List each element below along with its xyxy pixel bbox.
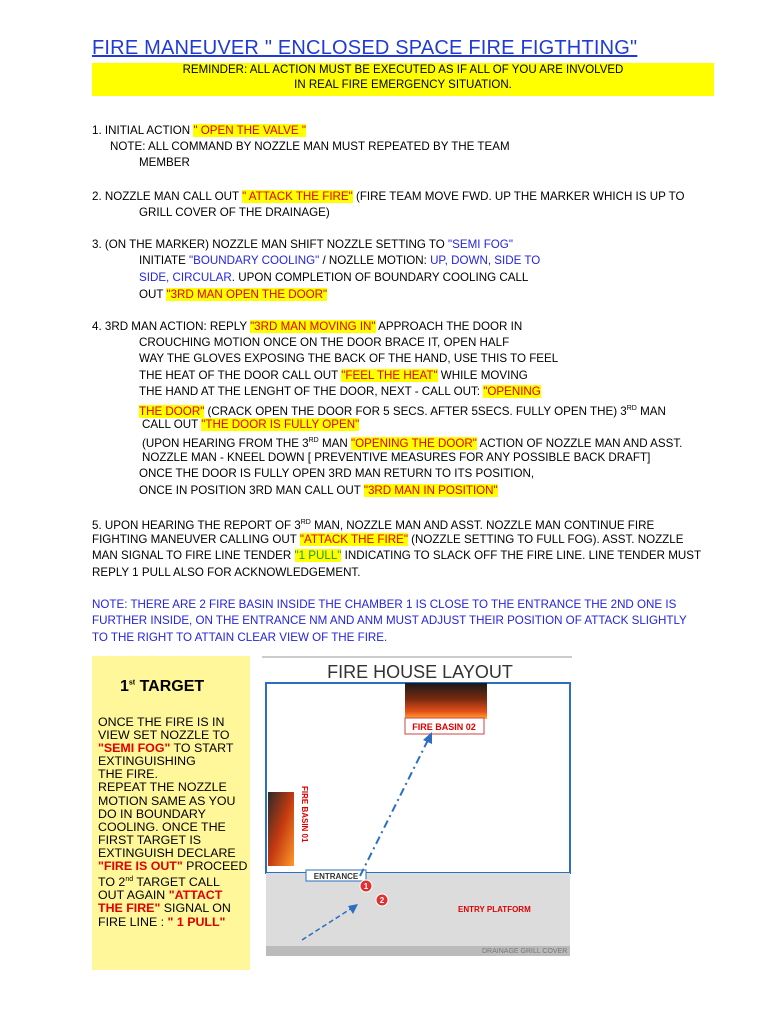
- step-4-line-4: [139, 369, 528, 383]
- red-text: " 1 PULL": [167, 914, 226, 929]
- text: 1: [120, 678, 129, 695]
- text: ONCE IN POSITION 3RD MAN CALL OUT: [139, 484, 364, 497]
- step-4-line-11: [139, 484, 498, 498]
- text: APPROACH THE DOOR IN: [375, 320, 523, 333]
- blue-text: SIDE, CIRCULAR: [139, 271, 232, 284]
- step-3-line-4: [139, 288, 327, 302]
- drainage-grill-label: DRAINAGE GRILL COVER: [482, 948, 568, 955]
- superscript: st: [128, 679, 136, 687]
- text: 4. 3RD MAN ACTION: REPLY: [92, 320, 251, 333]
- position-marker-2-label: 2: [379, 896, 385, 905]
- target-body: [98, 716, 248, 929]
- step-3-line-1: [92, 238, 513, 252]
- text: MAN, NOZZLE MAN AND ASST. NOZZLE MAN CONTINUE FIRE: [310, 518, 655, 532]
- diagram-title: FIRE HOUSE LAYOUT: [327, 662, 513, 682]
- red-text: "ATTACT THE FIRE": [98, 888, 223, 916]
- command-highlight: "OPENING: [483, 385, 541, 398]
- text: CALL OUT: [142, 418, 202, 431]
- entry-platform-area: [266, 873, 570, 956]
- text: 3. (ON THE MARKER) NOZZLE MAN SHIFT NOZZLE SETTING TO: [92, 238, 449, 251]
- text: 2. NOZZLE MAN CALL OUT: [92, 190, 243, 203]
- superscript: nd: [125, 876, 134, 884]
- text: PROCEED TO 2: [98, 859, 248, 890]
- entrance-label: ENTRANCE: [313, 872, 359, 881]
- step-4-line-10: ONCE THE DOOR IS FULLY OPEN 3RD MAN RETURN TO ITS POSITION,: [139, 467, 535, 480]
- text: (NOZZLE SETTING TO FULL FOG). ASST. NOZZLE: [407, 533, 684, 546]
- text: TO START EXTINGUISHING: [98, 741, 234, 769]
- step-1-line-1: [92, 124, 306, 138]
- command-highlight: "ATTACK THE FIRE": [299, 533, 408, 546]
- page-title: FIRE MANEUVER " ENCLOSED SPACE FIRE FIGTHTING": [92, 37, 638, 59]
- fire-basin-01-label: FIRE BASIN 01: [300, 786, 309, 843]
- command-highlight: "3RD MAN IN POSITION": [363, 484, 498, 497]
- text: WHILE MOVING: [437, 369, 528, 382]
- superscript: RD: [300, 519, 311, 526]
- step-2-line-1: [92, 190, 685, 204]
- reminder-line-1: REMINDER: ALL ACTION MUST BE EXECUTED AS IF ALL OF YOU ARE INVOLVED: [182, 64, 624, 76]
- text: TARGET CALL OUT AGAIN: [98, 875, 220, 903]
- reminder-line-2: IN REAL FIRE EMERGENCY SITUATION.: [294, 79, 512, 91]
- text: MAN: [318, 436, 351, 450]
- note-line-1: NOTE: THERE ARE 2 FIRE BASIN INSIDE THE CHAMBER 1 IS CLOSE TO THE ENTRANCE THE 2ND ONE IS: [92, 598, 677, 611]
- command-highlight: "3RD MAN MOVING IN": [250, 320, 376, 333]
- note-line-3: TO THE RIGHT TO ATTAIN CLEAR VIEW OF THE FIRE.: [92, 631, 388, 644]
- step-4-line-9: NOZZLE MAN - KNEEL DOWN [ PREVENTIVE MEASURES FOR ANY POSSIBLE BACK DRAFT]: [142, 451, 651, 464]
- command-highlight-green: "1 PULL": [294, 549, 342, 562]
- step-5-line-1: [92, 516, 654, 533]
- text: 1. INITIAL ACTION: [92, 124, 194, 137]
- text: THE HAND AT THE LENGHT OF THE DOOR, NEXT - CALL OUT:: [139, 385, 484, 398]
- text: THE HEAT OF THE DOOR CALL OUT: [139, 369, 342, 382]
- text: FIGHTING MANEUVER CALLING OUT: [92, 533, 300, 546]
- command-highlight: THE DOOR": [139, 404, 205, 418]
- blue-text: UP, DOWN, SIDE TO: [430, 254, 541, 267]
- command-highlight: "3RD MAN OPEN THE DOOR": [166, 288, 328, 301]
- text: MAN: [636, 404, 666, 418]
- step-4-line-5: [139, 385, 541, 399]
- first-target-box: [92, 656, 250, 970]
- text: . UPON COMPLETION OF BOUNDARY COOLING CALL: [231, 271, 529, 284]
- superscript: RD: [626, 405, 637, 412]
- step-4-line-2: CROUCHING MOTION ONCE ON THE DOOR BRACE IT, OPEN HALF: [139, 336, 510, 349]
- reminder-banner: [92, 63, 714, 96]
- step-1-line-2: NOTE: ALL COMMAND BY NOZZLE MAN MUST REPEATED BY THE TEAM: [110, 140, 510, 153]
- command-highlight: " OPEN THE VALVE ": [193, 124, 306, 137]
- target-para-1: [98, 716, 248, 768]
- step-5-line-4: REPLY 1 PULL ALSO FOR ACKNOWLEDGEMENT.: [92, 566, 361, 579]
- text: MAN SIGNAL TO FIRE LINE TENDER: [92, 549, 295, 562]
- text: 5. UPON HEARING THE REPORT OF 3: [92, 518, 301, 532]
- target-para-3: [98, 781, 248, 928]
- fire-basin-02-label: FIRE BASIN 02: [412, 722, 476, 732]
- text: / NOZLLE MOTION:: [319, 254, 431, 267]
- text: (UPON HEARING FROM THE 3: [142, 436, 309, 450]
- red-text: "SEMI FOG": [98, 741, 171, 756]
- text: ACTION OF NOZZLE MAN AND ASST.: [476, 436, 683, 450]
- text: TARGET: [135, 678, 205, 695]
- note-line-2: FURTHER INSIDE, ON THE ENTRANCE NM AND ANM MUST ADJUST THEIR POSITION OF ATTACK SLIGHTLY: [92, 614, 687, 627]
- step-5-line-3: [92, 549, 701, 563]
- text: REPEAT THE NOZZLE MOTION SAME AS YOU DO IN BOUNDARY COOLING. ONCE THE FIRST TARGET IS EXTINGUISH DECLARE: [98, 780, 236, 860]
- position-marker-1-label: 1: [363, 882, 369, 891]
- command-highlight: " ATTACK THE FIRE": [242, 190, 353, 203]
- step-4-line-6: [139, 402, 666, 419]
- step-3-line-2: [139, 254, 540, 268]
- text: (CRACK OPEN THE DOOR FOR 5 SECS. AFTER 5SECS. FULLY OPEN THE) 3: [204, 404, 627, 418]
- step-4-line-1: [92, 320, 522, 334]
- step-3-line-3: [139, 271, 528, 285]
- command-highlight: "FEEL THE HEAT": [341, 369, 438, 382]
- text: OUT: [139, 288, 167, 301]
- step-4-line-7: [142, 418, 359, 432]
- fire-house-layout-diagram: [262, 656, 572, 956]
- fire-basin-02-fire: [405, 683, 487, 719]
- step-4-line-8: [142, 434, 682, 451]
- target-heading: [120, 678, 204, 696]
- step-2-line-2: GRILL COVER OF THE DRAINAGE): [139, 206, 330, 219]
- step-1-line-3: MEMBER: [139, 156, 190, 169]
- text: SIGNAL ON FIRE LINE :: [98, 901, 231, 929]
- blue-text: "BOUNDARY COOLING": [189, 254, 320, 267]
- command-highlight: "OPENING THE DOOR": [350, 436, 477, 450]
- superscript: RD: [308, 437, 319, 444]
- fire-basin-01-fire: [268, 792, 294, 866]
- step-5-line-2: [92, 533, 683, 547]
- step-4-line-3: WAY THE GLOVES EXPOSING THE BACK OF THE HAND, USE THIS TO FEEL: [139, 352, 559, 365]
- text: ONCE THE FIRE IS IN VIEW SET NOZZLE TO: [98, 715, 230, 743]
- entry-platform-label: ENTRY PLATFORM: [458, 905, 531, 914]
- red-text: "FIRE IS OUT": [98, 859, 183, 874]
- text: INDICATING TO SLACK OFF THE FIRE LINE. LINE TENDER MUST: [341, 549, 702, 562]
- text: (FIRE TEAM MOVE FWD. UP THE MARKER WHICH IS UP TO: [352, 190, 685, 203]
- blue-text: "SEMI FOG": [448, 238, 513, 251]
- command-highlight: "THE DOOR IS FULLY OPEN": [201, 418, 360, 431]
- target-para-2: THE FIRE.: [98, 767, 158, 782]
- text: INITIATE: [139, 254, 190, 267]
